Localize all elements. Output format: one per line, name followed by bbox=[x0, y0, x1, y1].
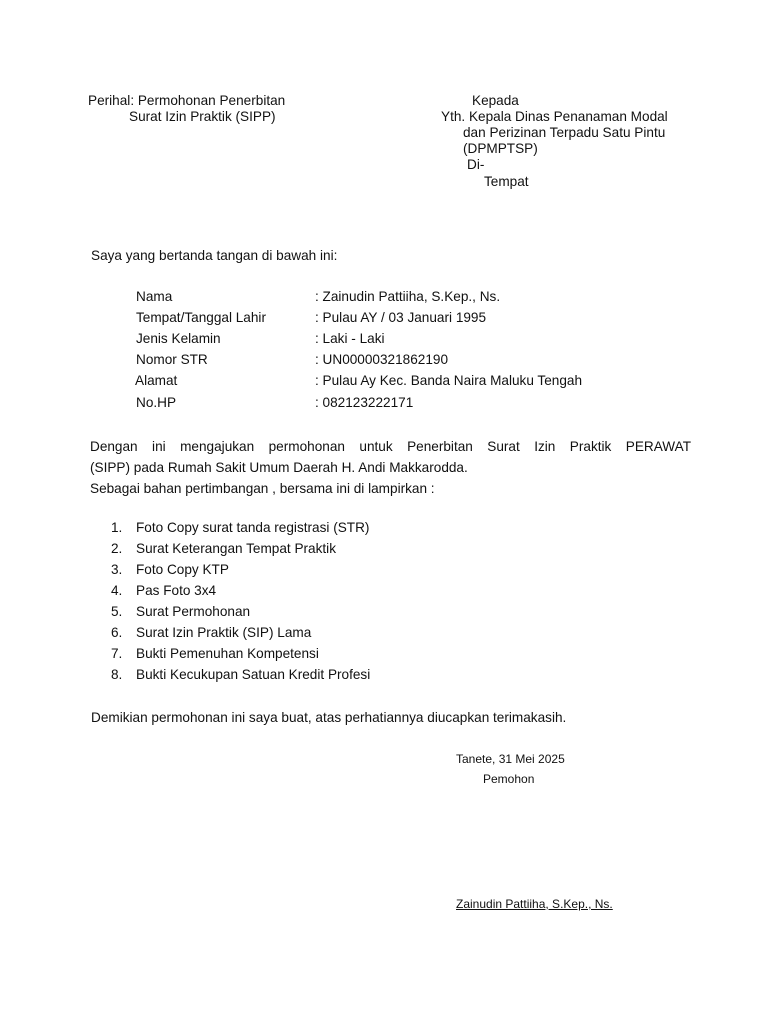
list-item bbox=[0, 562, 768, 582]
identity-label: Alamat bbox=[135, 373, 178, 388]
list-item bbox=[0, 541, 768, 561]
list-text: Bukti Kecukupan Satuan Kredit Profesi bbox=[136, 667, 371, 682]
identity-row-birth bbox=[0, 310, 768, 330]
identity-label: No.HP bbox=[136, 395, 177, 410]
list-number: 6. bbox=[111, 625, 123, 640]
list-text: Pas Foto 3x4 bbox=[136, 583, 217, 598]
identity-row-str bbox=[0, 352, 768, 372]
paragraph-line-3: Sebagai bahan pertimbangan , bersama ini di lampirkan : bbox=[90, 481, 435, 496]
list-number: 4. bbox=[111, 583, 123, 598]
paragraph-line-2: (SIPP) pada Rumah Sakit Umum Daerah H. Andi Makkarodda. bbox=[90, 460, 468, 475]
addressee-line-6: Tempat bbox=[484, 174, 529, 189]
list-item bbox=[0, 646, 768, 666]
list-text: Surat Permohonan bbox=[136, 604, 251, 619]
list-text: Surat Keterangan Tempat Praktik bbox=[136, 541, 336, 556]
identity-label: Nama bbox=[136, 289, 173, 304]
applicant-role: Pemohon bbox=[483, 772, 535, 786]
addressee-line-5: Di- bbox=[467, 157, 485, 172]
list-item bbox=[0, 583, 768, 603]
list-number: 7. bbox=[111, 646, 123, 661]
list-number: 1. bbox=[111, 520, 123, 535]
addressee-line-3: dan Perizinan Terpadu Satu Pintu bbox=[463, 125, 666, 140]
identity-row-gender bbox=[0, 331, 768, 351]
identity-value: : Pulau Ay Kec. Banda Naira Maluku Tengah bbox=[315, 373, 583, 388]
addressee-line-1: Kepada bbox=[472, 93, 519, 108]
identity-value: : Laki - Laki bbox=[315, 331, 385, 346]
list-text: Foto Copy surat tanda registrasi (STR) bbox=[136, 520, 370, 535]
list-number: 8. bbox=[111, 667, 123, 682]
paragraph-line-1: Dengan ini mengajukan permohonan untuk Penerbitan Surat Izin Praktik PERAWAT bbox=[90, 439, 691, 454]
identity-value: : 082123222171 bbox=[315, 395, 414, 410]
identity-row-phone bbox=[0, 395, 768, 415]
place-date: Tanete, 31 Mei 2025 bbox=[456, 752, 565, 766]
addressee-line-4: (DPMPTSP) bbox=[463, 141, 538, 156]
intro-text: Saya yang bertanda tangan di bawah ini: bbox=[91, 248, 338, 263]
identity-value: : Zainudin Pattiiha, S.Kep., Ns. bbox=[315, 289, 501, 304]
identity-row-name bbox=[0, 289, 768, 309]
identity-row-address bbox=[0, 373, 768, 393]
subject-line-2: Surat Izin Praktik (SIPP) bbox=[129, 109, 276, 124]
list-item bbox=[0, 625, 768, 645]
closing-text: Demikian permohonan ini saya buat, atas perhatiannya diucapkan terimakasih. bbox=[91, 710, 567, 725]
signature-name: Zainudin Pattiiha, S.Kep., Ns. bbox=[456, 897, 613, 911]
identity-label: Nomor STR bbox=[136, 352, 208, 367]
request-paragraph bbox=[90, 436, 691, 499]
list-text: Bukti Pemenuhan Kompetensi bbox=[136, 646, 319, 661]
addressee-line-2: Yth. Kepala Dinas Penanaman Modal bbox=[441, 109, 668, 124]
list-item bbox=[0, 520, 768, 540]
list-number: 5. bbox=[111, 604, 123, 619]
list-text: Surat Izin Praktik (SIP) Lama bbox=[136, 625, 312, 640]
identity-value: : UN00000321862190 bbox=[315, 352, 449, 367]
list-number: 2. bbox=[111, 541, 123, 556]
list-item bbox=[0, 604, 768, 624]
list-item bbox=[0, 667, 768, 687]
identity-label: Jenis Kelamin bbox=[136, 331, 221, 346]
list-text: Foto Copy KTP bbox=[136, 562, 229, 577]
subject-line-1: Perihal: Permohonan Penerbitan bbox=[88, 93, 286, 108]
list-number: 3. bbox=[111, 562, 123, 577]
identity-label: Tempat/Tanggal Lahir bbox=[136, 310, 266, 325]
identity-value: : Pulau AY / 03 Januari 1995 bbox=[315, 310, 487, 325]
